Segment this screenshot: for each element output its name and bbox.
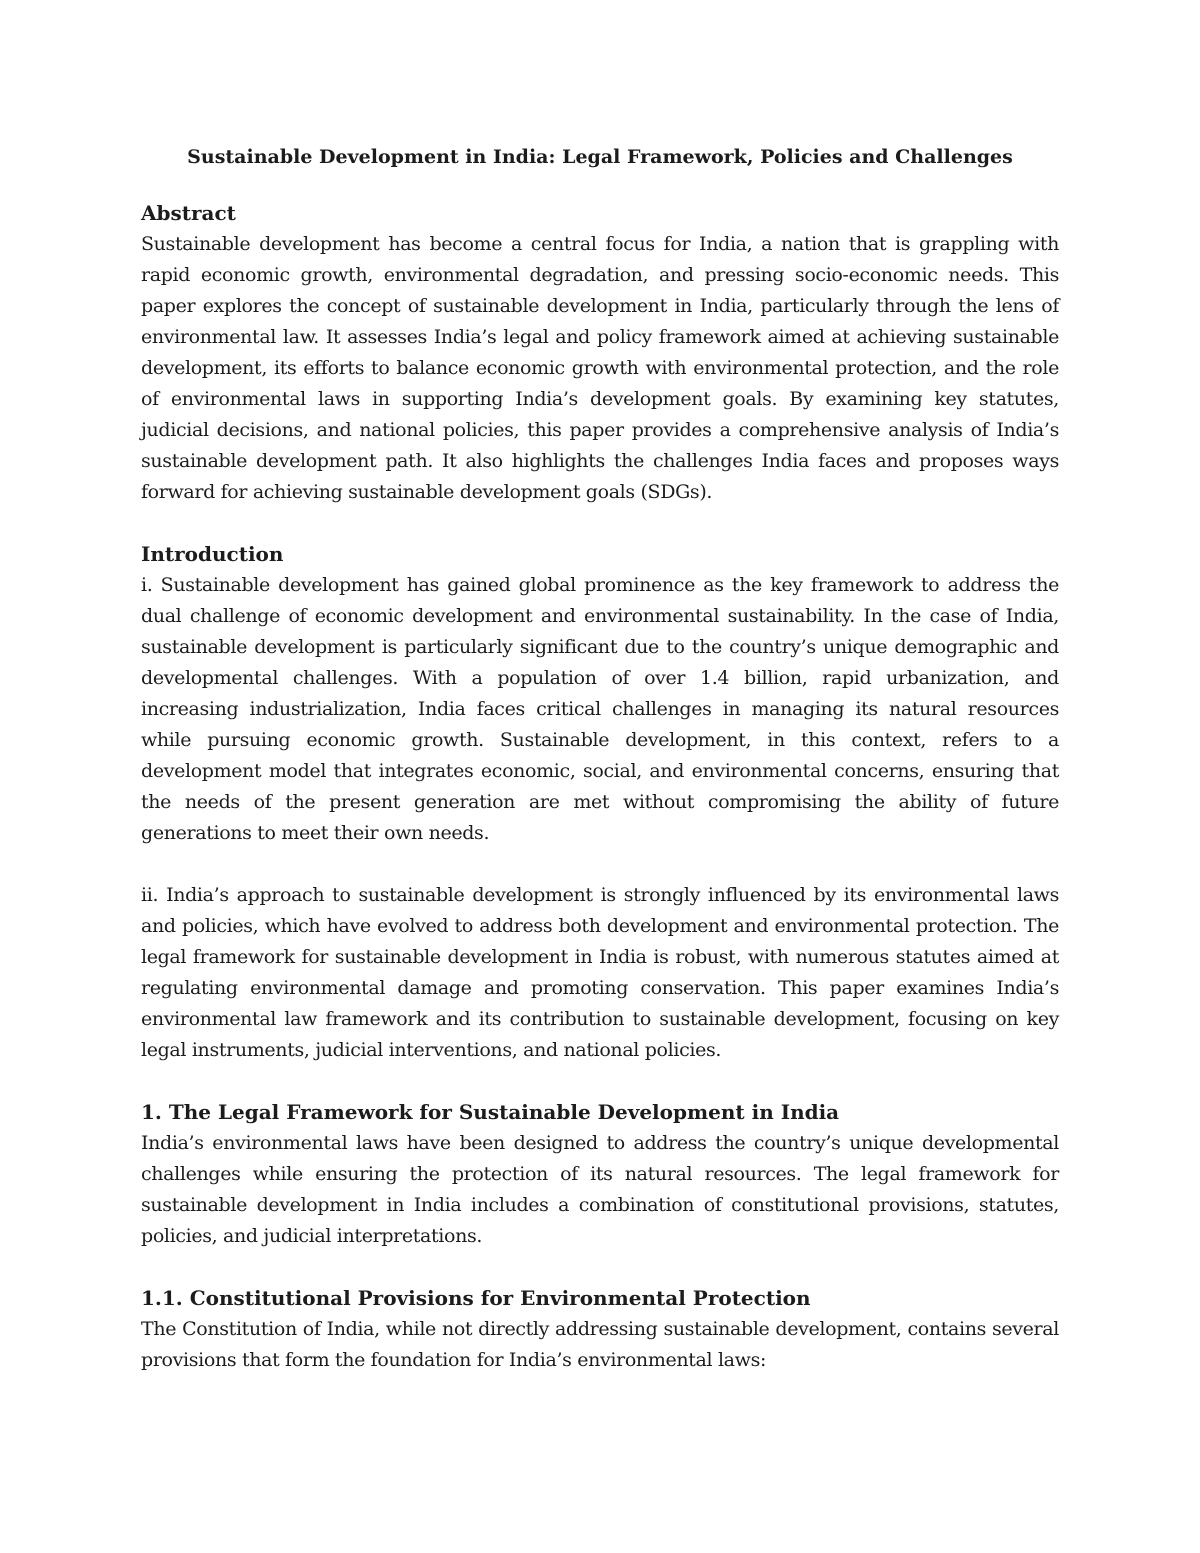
legal-framework-section (141, 1097, 1059, 1252)
section-1-1-text: The Constitution of India, while not directly addressing sustainable development, contains several provisions that form the foundation for India’s environmental laws: (141, 1318, 1059, 1371)
document-title: Sustainable Development in India: Legal Framework, Policies and Challenges (187, 146, 1013, 168)
paragraph-gap (141, 849, 1059, 880)
introduction-heading: Introduction (141, 542, 284, 566)
document-page (141, 140, 1059, 1407)
abstract-section (141, 198, 1059, 508)
section-1-heading: 1. The Legal Framework for Sustainable Development in India (141, 1100, 840, 1124)
section-1-1-heading: 1.1. Constitutional Provisions for Environmental Protection (141, 1286, 811, 1310)
abstract-text: Sustainable development has become a central focus for India, a nation that is grappling with rapid economic growth, environmental degradation, and pressing socio-economic needs. This paper explores the concept of sustainable development in India, particularly through the lens of environmental law. It assesses India’s legal and policy framework aimed at achieving sustainable development, its efforts to balance economic growth with environmental protection, and the role of environmental laws in supporting India’s development goals. By examining key statutes, judicial decisions, and national policies, this paper provides a comprehensive analysis of India’s sustainable development path. It also highlights the challenges India faces and proposes ways forward for achieving sustainable development goals (SDGs). (141, 233, 1059, 503)
introduction-section (141, 539, 1059, 1066)
section-1-text: India’s environmental laws have been designed to address the country’s unique developmental challenges while ensuring the protection of its natural resources. The legal framework for sustainable development in India includes a combination of constitutional provisions, statutes, policies, and judicial interpretations. (141, 1132, 1059, 1247)
introduction-paragraph-2: ii. India’s approach to sustainable development is strongly influenced by its environmental laws and policies, which have evolved to address both development and environmental protection. The legal framework for sustainable development in India is robust, with numerous statutes aimed at regulating environmental damage and promoting conservation. This paper examines India’s environmental law framework and its contribution to sustainable development, focusing on key legal instruments, judicial interventions, and national policies. (141, 884, 1059, 1061)
introduction-paragraph-1: i. Sustainable development has gained global prominence as the key framework to address the dual challenge of economic development and environmental sustainability. In the case of India, sustainable development is particularly significant due to the country’s unique demographic and developmental challenges. With a population of over 1.4 billion, rapid urbanization, and increasing industrialization, India faces critical challenges in managing its natural resources while pursuing economic growth. Sustainable development, in this context, refers to a development model that integrates economic, social, and environmental concerns, ensuring that the needs of the present generation are met without compromising the ability of future generations to meet their own needs. (141, 574, 1059, 844)
abstract-heading: Abstract (141, 201, 236, 225)
constitutional-provisions-section (141, 1283, 1059, 1376)
